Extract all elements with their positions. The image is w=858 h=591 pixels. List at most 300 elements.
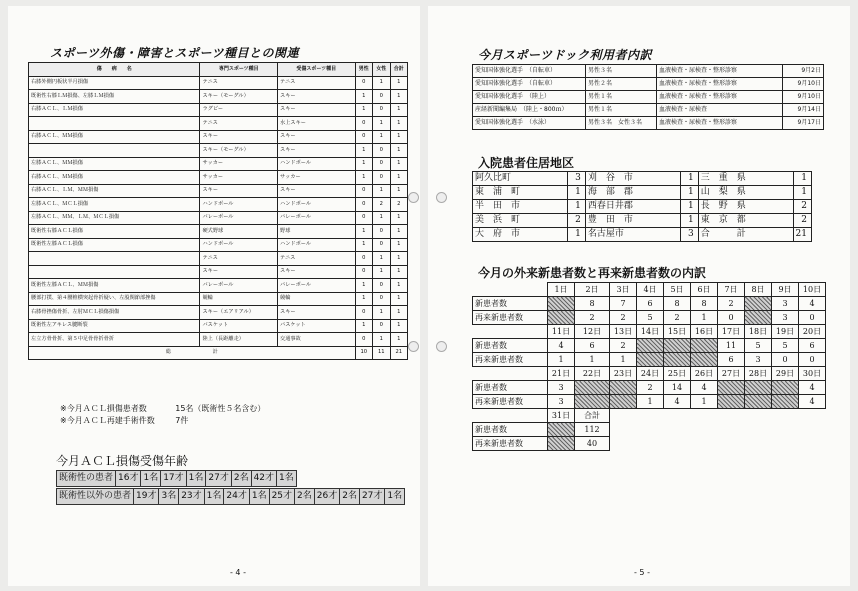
diagnosis-cell: 右膝ＡＣＬ、ＭＭ損傷	[29, 130, 200, 144]
return-patients-cell	[664, 353, 691, 367]
day-header-cell: 26日	[691, 367, 718, 381]
acl-patients-note	[60, 403, 265, 414]
male-count-cell: 1	[355, 319, 372, 333]
table-row	[29, 265, 408, 279]
table-row	[29, 198, 408, 212]
male-count-cell: 1	[355, 238, 372, 252]
diagnosis-cell: 既術性右膝ＡＣＬ損傷	[29, 225, 200, 239]
day-header-cell: 25日	[664, 367, 691, 381]
return-patients-label: 再来新患者数	[473, 311, 548, 325]
residence-area-cell: 長 野 県	[698, 200, 793, 214]
female-count-cell: 1	[373, 211, 390, 225]
diagnosis-cell	[29, 252, 200, 266]
new-patients-cell: 6	[799, 339, 826, 353]
age-value-cell: 16才	[116, 471, 141, 487]
specialty-sport-cell: ハンドボール	[200, 198, 278, 212]
male-count-cell: 1	[355, 144, 372, 158]
specialty-sport-cell: テニス	[200, 252, 278, 266]
acl-patients-label: ※今月ＡＣＬ損傷患者数	[60, 404, 147, 413]
calendar-new-row	[473, 381, 826, 395]
day-header-cell: 12日	[575, 325, 610, 339]
day-header-cell: 4日	[637, 283, 664, 297]
dock-user-name: 愛知国体強化選手	[475, 67, 524, 74]
residence-area-cell: 阿久比町	[473, 172, 568, 186]
dock-date-cell: 9月17日	[783, 117, 824, 130]
residence-area-cell: 半 田 市	[473, 200, 568, 214]
new-patients-cell: 3	[548, 381, 575, 395]
new-patients-cell: 2	[637, 381, 664, 395]
injury-sport-cell: テニス	[278, 252, 356, 266]
new-patients-cell	[691, 339, 718, 353]
new-patients-cell: 7	[610, 297, 637, 311]
dock-date-cell: 9月14日	[783, 104, 824, 117]
new-patients-cell: 2	[610, 339, 637, 353]
specialty-sport-cell: サッカー	[200, 171, 278, 185]
female-count-cell: 1	[373, 333, 390, 347]
dock-user-cell	[473, 78, 586, 91]
new-patients-cell: 5	[745, 339, 772, 353]
specialty-sport-cell: バレーボール	[200, 211, 278, 225]
residence-count-cell: 1	[680, 200, 698, 214]
residence-count-cell: 1	[793, 186, 811, 200]
return-patients-cell: 4	[664, 395, 691, 409]
acl-surgery-note	[60, 415, 188, 426]
calendar-return-row	[473, 311, 826, 325]
female-count-cell: 0	[373, 279, 390, 293]
diagnosis-cell: 右膝ＡＣＬ、ＬＭ、ＭＭ損傷	[29, 184, 200, 198]
dock-event-name: （自転車）	[526, 67, 557, 74]
acl-surgery-value: 7件	[175, 416, 189, 425]
dock-user-name: 産経新聞編集局	[475, 106, 518, 113]
dock-date-cell: 9月2日	[783, 65, 824, 78]
return-patients-cell: 4	[799, 395, 826, 409]
diagnosis-cell: 左膝ＡＣＬ、ＭＭ損傷	[29, 157, 200, 171]
dock-table	[472, 64, 824, 130]
new-patients-cell: 4	[799, 381, 826, 395]
new-patients-cell	[575, 381, 610, 395]
calendar-return-row	[473, 353, 826, 367]
sports-injury-table	[28, 62, 408, 360]
dock-exam-cell: 血液検査・尿検査・整形診察	[657, 91, 783, 104]
calendar-day-row	[473, 409, 826, 423]
return-patients-cell: 2	[610, 311, 637, 325]
return-patients-cell	[575, 395, 610, 409]
injury-sport-cell: スキー	[278, 265, 356, 279]
return-patients-cell: 1	[691, 311, 718, 325]
table-row	[473, 91, 824, 104]
diagnosis-cell: 左膝ＡＣＬ、ＭＭ、ＬＭ、ＭＣＬ損傷	[29, 211, 200, 225]
day-header-cell: 16日	[691, 325, 718, 339]
return-patients-label: 再来新患者数	[473, 395, 548, 409]
total-count-cell: 1	[390, 306, 408, 320]
new-patients-cell	[745, 381, 772, 395]
day-header-cell: 23日	[610, 367, 637, 381]
total-count-cell: 2	[390, 198, 408, 212]
total-male: 10	[355, 346, 372, 360]
injury-sport-cell: サッカー	[278, 171, 356, 185]
dock-count-cell: 男性１名	[586, 104, 657, 117]
age-count-cell: 1名	[277, 471, 297, 487]
specialty-sport-cell: 硬式野球	[200, 225, 278, 239]
new-patients-cell: 4	[799, 297, 826, 311]
day-header-cell: 30日	[799, 367, 826, 381]
specialty-sport-cell: バスケット	[200, 319, 278, 333]
day-header-cell: 2日	[575, 283, 610, 297]
day-header-cell: 18日	[745, 325, 772, 339]
new-patients-cell	[664, 339, 691, 353]
return-patients-cell: 1	[691, 395, 718, 409]
diagnosis-cell: 左立方骨骨折、第５中足骨骨折骨折	[29, 333, 200, 347]
blank-cell	[473, 409, 548, 423]
age-count-cell: 1名	[204, 489, 224, 505]
total-count-cell: 1	[390, 319, 408, 333]
residence-area-cell: 海 部 郡	[585, 186, 680, 200]
table-row	[29, 292, 408, 306]
residence-area-cell: 西春日井郡	[585, 200, 680, 214]
table-row	[473, 186, 812, 200]
day-header-cell: 20日	[799, 325, 826, 339]
age-value-cell: 24才	[224, 489, 249, 505]
male-count-cell: 1	[355, 171, 372, 185]
residence-count-cell: 2	[567, 214, 585, 228]
age-value-cell: 26才	[314, 489, 339, 505]
day-header-cell: 9日	[772, 283, 799, 297]
male-count-cell: 0	[355, 211, 372, 225]
binder-hole	[408, 341, 419, 352]
dock-count-cell: 男性１名	[586, 91, 657, 104]
table-row	[473, 200, 812, 214]
female-count-cell: 1	[373, 76, 390, 90]
return-patients-cell: 0	[799, 353, 826, 367]
return-patients-total: 40	[575, 437, 610, 451]
day-header-cell: 27日	[718, 367, 745, 381]
table-row	[29, 144, 408, 158]
residence-count-cell: 1	[567, 200, 585, 214]
female-count-cell: 1	[373, 130, 390, 144]
female-count-cell: 0	[373, 171, 390, 185]
calendar-day-row	[473, 367, 826, 381]
new-patients-cell: 14	[664, 381, 691, 395]
residence-count-cell: 1	[680, 172, 698, 186]
new-patients-cell: 8	[691, 297, 718, 311]
age-count-cell: 2名	[295, 489, 315, 505]
injury-sport-cell: ハンドボール	[278, 157, 356, 171]
return-patients-cell	[548, 437, 575, 451]
total-count-cell: 1	[390, 292, 408, 306]
dock-user-name: 愛知国体強化選手	[475, 80, 524, 87]
female-count-cell: 0	[373, 225, 390, 239]
injury-sport-cell: テニス	[278, 76, 356, 90]
total-count-cell: 1	[390, 90, 408, 104]
male-count-cell: 0	[355, 265, 372, 279]
age-table-row1	[56, 470, 297, 487]
age-row-label: 既術性以外の患者	[57, 489, 134, 505]
dock-exam-cell: 血液検査・尿検査・整形診察	[657, 78, 783, 91]
residence-area-cell: 山 梨 県	[698, 186, 793, 200]
table-row	[473, 78, 824, 91]
table-row	[29, 279, 408, 293]
residence-count-cell: 1	[680, 186, 698, 200]
return-patients-cell: 3	[548, 395, 575, 409]
age-table-row2	[56, 488, 405, 505]
dock-exam-cell: 血液検査・尿検査・整形診察	[657, 117, 783, 130]
residence-count-cell: 1	[567, 186, 585, 200]
return-patients-cell	[610, 395, 637, 409]
residence-count-cell: 3	[680, 228, 698, 242]
table-row	[29, 171, 408, 185]
day-header-cell: 19日	[772, 325, 799, 339]
new-patients-cell: 3	[772, 297, 799, 311]
blank-cell	[473, 283, 548, 297]
calendar-day-row	[473, 283, 826, 297]
return-patients-cell	[548, 311, 575, 325]
injury-sport-cell: バスケット	[278, 319, 356, 333]
table-row	[29, 333, 408, 347]
return-patients-cell: 1	[575, 353, 610, 367]
table-row	[473, 214, 812, 228]
acl-age-title: 今月ＡＣＬ損傷受傷年齢	[56, 454, 189, 468]
new-patients-cell	[637, 339, 664, 353]
diagnosis-cell	[29, 265, 200, 279]
residence-area-cell: 美 浜 町	[473, 214, 568, 228]
specialty-sport-cell: スキー（モーグル）	[200, 90, 278, 104]
return-patients-cell: 5	[637, 311, 664, 325]
table-header-row	[29, 63, 408, 77]
male-count-cell: 0	[355, 184, 372, 198]
female-count-cell: 0	[373, 144, 390, 158]
table-row	[29, 130, 408, 144]
table-row	[473, 172, 812, 186]
injury-sport-cell: スキー	[278, 103, 356, 117]
table-row	[473, 117, 824, 130]
injury-sport-cell: ハンドボール	[278, 198, 356, 212]
female-count-cell: 0	[373, 90, 390, 104]
day-header-cell: 14日	[637, 325, 664, 339]
total-count-cell: 1	[390, 76, 408, 90]
table-row	[29, 238, 408, 252]
table-row	[29, 306, 408, 320]
age-count-cell: 1名	[249, 489, 269, 505]
diagnosis-cell: 右膝ＡＣＬ、ＬＭ損傷	[29, 103, 200, 117]
age-count-cell: 2名	[231, 471, 251, 487]
residence-count-cell: 1	[793, 172, 811, 186]
dock-user-cell	[473, 117, 586, 130]
female-count-cell: 2	[373, 198, 390, 212]
diagnosis-cell: 右膝外側円板状半月損傷	[29, 76, 200, 90]
return-patients-cell	[745, 395, 772, 409]
injury-sport-cell: バレーボール	[278, 211, 356, 225]
total-count-cell: 1	[390, 238, 408, 252]
table-row	[473, 104, 824, 117]
table-row	[29, 184, 408, 198]
dock-event-name: （陸上）	[526, 93, 551, 100]
dock-exam-cell: 血液検査・尿検査・整形診察	[657, 65, 783, 78]
specialty-sport-cell: スキー	[200, 265, 278, 279]
female-count-cell: 0	[373, 292, 390, 306]
dock-user-cell	[473, 91, 586, 104]
specialty-sport-cell: サッカー	[200, 157, 278, 171]
injury-sport-cell: スキー	[278, 306, 356, 320]
residence-table	[472, 171, 812, 242]
female-count-cell: 0	[373, 157, 390, 171]
diagnosis-cell: 右膝骨挫傷骨折、左肘ＭＣＬ損傷損傷	[29, 306, 200, 320]
new-patients-cell: 8	[664, 297, 691, 311]
diagnosis-cell: 既術性左膝ＡＣＬ、ＭＭ損傷	[29, 279, 200, 293]
residence-count-cell: 2	[793, 200, 811, 214]
day-header-cell: 11日	[548, 325, 575, 339]
total-count-cell: 1	[390, 265, 408, 279]
return-patients-cell	[691, 353, 718, 367]
day-header-cell: 28日	[745, 367, 772, 381]
diagnosis-cell	[29, 144, 200, 158]
residence-count-cell: 21	[793, 228, 811, 242]
dock-user-cell	[473, 65, 586, 78]
dock-date-cell: 9月10日	[783, 91, 824, 104]
injury-sport-cell: スキー	[278, 90, 356, 104]
new-patients-cell	[772, 381, 799, 395]
return-patients-cell	[772, 395, 799, 409]
day-header-cell: 7日	[718, 283, 745, 297]
return-patients-cell: 1	[637, 395, 664, 409]
return-patients-cell: 2	[575, 311, 610, 325]
female-count-cell: 0	[373, 103, 390, 117]
dock-count-cell: 男性２名	[586, 78, 657, 91]
age-value-cell: 42才	[251, 471, 276, 487]
new-patients-label: 新患者数	[473, 339, 548, 353]
diagnosis-cell: 既術性右膝ＬＭ損傷、左膝ＬＭ損傷	[29, 90, 200, 104]
specialty-sport-cell: バレーボール	[200, 279, 278, 293]
residence-area-cell: 大 府 市	[473, 228, 568, 242]
col-header-total: 合計	[390, 63, 408, 77]
male-count-cell: 1	[355, 103, 372, 117]
female-count-cell: 1	[373, 265, 390, 279]
male-count-cell: 0	[355, 198, 372, 212]
total-count-cell: 1	[390, 171, 408, 185]
table-row	[29, 76, 408, 90]
residence-area-cell: 三 重 県	[698, 172, 793, 186]
new-patients-cell: 6	[637, 297, 664, 311]
col-header-injury-sport: 受傷スポーツ種目	[278, 63, 356, 77]
return-patients-cell: 0	[772, 353, 799, 367]
right-page	[428, 6, 850, 586]
residence-count-cell: 3	[567, 172, 585, 186]
female-count-cell: 1	[373, 252, 390, 266]
injury-sport-cell: ハンドボール	[278, 238, 356, 252]
residence-count-cell: 1	[680, 214, 698, 228]
age-count-cell: 2名	[340, 489, 360, 505]
residence-count-cell: 2	[793, 214, 811, 228]
diagnosis-cell: 右膝ＡＣＬ、ＭＭ損傷	[29, 171, 200, 185]
female-count-cell: 1	[373, 117, 390, 131]
col-header-diagnosis: 傷 病 名	[29, 63, 200, 77]
return-patients-cell: 0	[718, 311, 745, 325]
table-row	[473, 228, 812, 242]
day-header-cell: 22日	[575, 367, 610, 381]
outpatient-calendar-table	[472, 282, 826, 451]
total-count-cell: 1	[390, 103, 408, 117]
injury-sport-cell: 競輪	[278, 292, 356, 306]
age-value-cell: 17才	[161, 471, 186, 487]
blank-cell	[473, 325, 548, 339]
dock-user-name: 愛知国体強化選手	[475, 119, 524, 126]
female-count-cell: 0	[373, 319, 390, 333]
calendar-new-row	[473, 297, 826, 311]
binder-hole	[408, 192, 419, 203]
sports-injury-title: スポーツ外傷・障害とスポーツ種目との関連	[50, 46, 300, 60]
return-patients-label: 再来新患者数	[473, 437, 548, 451]
table-row	[29, 211, 408, 225]
residence-area-cell: 豊 田 市	[585, 214, 680, 228]
diagnosis-cell: 既術性左膝ＡＣＬ損傷	[29, 238, 200, 252]
day-header-cell: 24日	[637, 367, 664, 381]
calendar-new-row	[473, 339, 826, 353]
binder-hole	[436, 192, 447, 203]
return-patients-cell: 1	[610, 353, 637, 367]
total-female: 11	[373, 346, 390, 360]
female-count-cell: 1	[373, 184, 390, 198]
female-count-cell: 1	[373, 306, 390, 320]
specialty-sport-cell: ハンドボール	[200, 238, 278, 252]
new-patients-cell: 5	[772, 339, 799, 353]
calendar-day-row	[473, 325, 826, 339]
total-count-cell: 1	[390, 117, 408, 131]
male-count-cell: 1	[355, 90, 372, 104]
injury-sport-cell: 水上スキー	[278, 117, 356, 131]
table-row	[29, 252, 408, 266]
calendar-return-row	[473, 395, 826, 409]
total-count-cell: 1	[390, 184, 408, 198]
new-patients-cell	[718, 381, 745, 395]
residence-area-cell: 東 京 都	[698, 214, 793, 228]
calendar-new-row	[473, 423, 826, 437]
dock-title: 今月スポーツドック利用者内訳	[478, 48, 653, 62]
residence-area-cell: 刈 谷 市	[585, 172, 680, 186]
table-row	[29, 157, 408, 171]
col-header-specialty-sport: 専門スポーツ種目	[200, 63, 278, 77]
male-count-cell: 0	[355, 306, 372, 320]
new-patients-cell: 4	[691, 381, 718, 395]
dock-event-name: （自転車）	[526, 80, 557, 87]
day-header-cell: 21日	[548, 367, 575, 381]
left-page	[8, 6, 420, 586]
diagnosis-cell: 左膝ＡＣＬ、ＭＣＬ損傷	[29, 198, 200, 212]
total-row	[29, 346, 408, 360]
table-row	[29, 319, 408, 333]
day-header-cell: 17日	[718, 325, 745, 339]
male-count-cell: 0	[355, 333, 372, 347]
age-value-cell: 27才	[206, 471, 231, 487]
total-count-cell: 1	[390, 157, 408, 171]
page-number: - 5 -	[634, 568, 650, 577]
return-patients-label: 再来新患者数	[473, 353, 548, 367]
male-count-cell: 1	[355, 157, 372, 171]
col-header-female: 女性	[373, 63, 390, 77]
residence-area-cell: 東 浦 町	[473, 186, 568, 200]
acl-patients-value: 15名（既術性５名含む）	[175, 404, 266, 413]
total-count-cell: 1	[390, 252, 408, 266]
male-count-cell: 0	[355, 117, 372, 131]
female-count-cell: 0	[373, 238, 390, 252]
day-header-cell: 3日	[610, 283, 637, 297]
new-patients-cell	[745, 297, 772, 311]
injury-sport-cell: スキー	[278, 144, 356, 158]
return-patients-cell: 3	[745, 353, 772, 367]
dock-count-cell: 男性３名	[586, 65, 657, 78]
day-header-cell: 8日	[745, 283, 772, 297]
return-patients-cell: 3	[772, 311, 799, 325]
new-patients-label: 新患者数	[473, 381, 548, 395]
specialty-sport-cell: 陸上（長距離走）	[200, 333, 278, 347]
